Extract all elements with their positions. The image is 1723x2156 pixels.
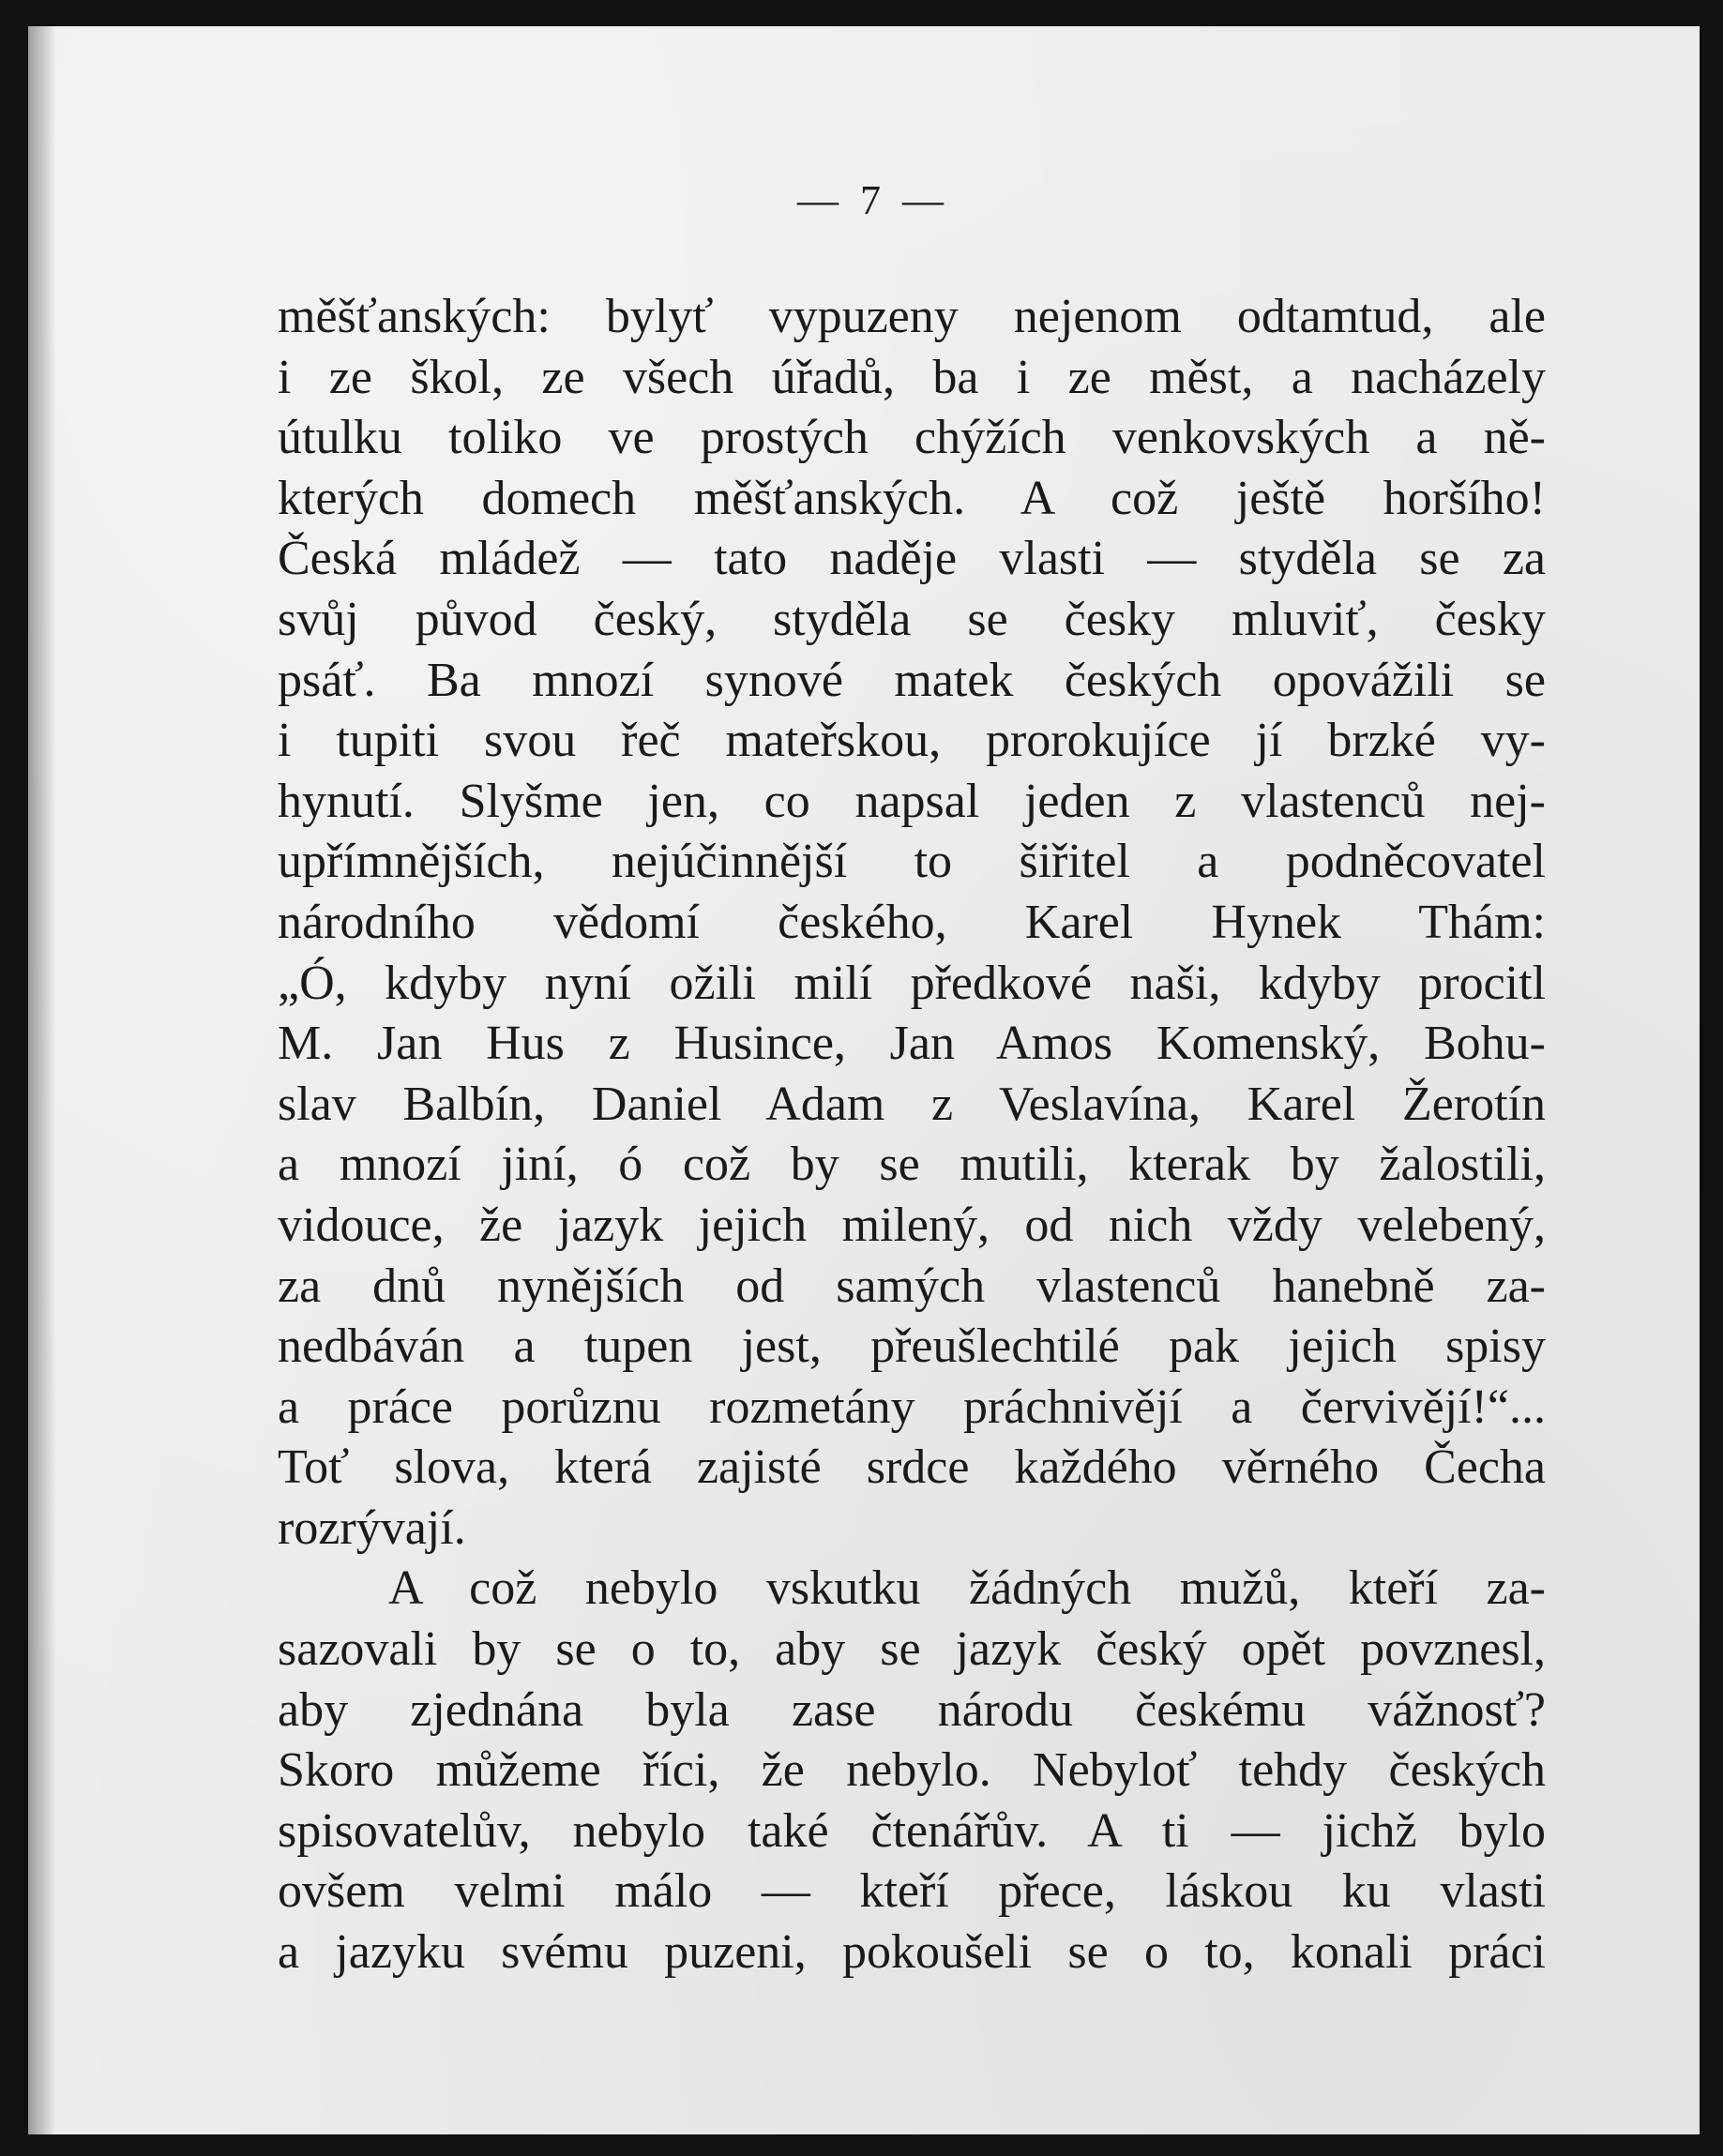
- page-number: — 7 —: [797, 177, 949, 223]
- body-text: [278, 287, 1546, 1983]
- text-line: upřímnějších, nejúčinnější to šiřitel a podněcovatel: [278, 835, 1546, 889]
- text-line: „Ó, kdyby nyní ožili milí předkové naši, kdyby procitl: [278, 956, 1546, 1010]
- text-line: sazovali by se o to, aby se jazyk český opět povznesl,: [278, 1622, 1546, 1677]
- text-line: i ze škol, ze všech úřadů, ba i ze měst, a nacházely: [278, 350, 1546, 404]
- text-line: Skoro můžeme říci, že nebylo. Nebyloť tehdy českých: [278, 1743, 1546, 1798]
- text-line: ovšem velmi málo — kteří přece, láskou ku vlasti: [278, 1864, 1546, 1919]
- text-line: aby zjednána byla zase národu českému vážnosť?: [278, 1682, 1546, 1737]
- text-line: Česká mládež — tato naděje vlasti — styděla se za: [278, 532, 1546, 586]
- book-page: [28, 26, 1700, 2134]
- text-line: hynutí. Slyšme jen, co napsal jeden z vlastenců nej-: [278, 774, 1546, 828]
- text-line: vidouce, že jazyk jejich milený, od nich vždy velebený,: [278, 1198, 1546, 1252]
- text-line: psáť. Ba mnozí synové matek českých opovážili se: [278, 653, 1546, 707]
- text-line: měšťanských: bylyť vypuzeny nejenom odtamtud, ale: [278, 290, 1546, 343]
- text-line: nedbáván a tupen jest, přeušlechtilé pak jejich spisy: [278, 1319, 1546, 1374]
- text-line: národního vědomí českého, Karel Hynek Thám:: [278, 895, 1546, 949]
- text-line: Toť slova, která zajisté srdce každého věrného Čecha: [278, 1440, 1546, 1495]
- text-line: spisovatelův, nebylo také čtenářův. A ti — jichž bylo: [278, 1803, 1546, 1858]
- text-line: svůj původ český, styděla se česky mluviť, česky: [278, 592, 1546, 646]
- paragraph-2: [278, 1559, 1546, 1983]
- paragraph-1: [278, 287, 1546, 1559]
- text-line: za dnů nynějších od samých vlastenců hanebně za-: [278, 1259, 1546, 1313]
- text-line: a mnozí jiní, ó což by se mutili, kterak by žalostili,: [278, 1138, 1546, 1192]
- text-line: kterých domech měšťanských. A což ještě horšího!: [278, 471, 1546, 525]
- text-line: útulku toliko ve prostých chýžích venkovských a ně-: [278, 411, 1546, 465]
- text-line: M. Jan Hus z Husince, Jan Amos Komenský, Bohu-: [278, 1017, 1546, 1071]
- text-line: a jazyku svému puzeni, pokoušeli se o to, konali práci: [278, 1925, 1546, 1980]
- text-line: i tupiti svou řeč mateřskou, prorokujíce jí brzké vy-: [278, 714, 1546, 768]
- text-line: slav Balbín, Daniel Adam z Veslavína, Karel Žerotín: [278, 1077, 1546, 1131]
- text-line: a práce porůznu rozmetány práchnivějí a červivějí!“...: [278, 1380, 1546, 1434]
- text-line: rozrývají.: [278, 1500, 466, 1555]
- text-line: A což nebylo vskutku žádných mužů, kteří za-: [388, 1561, 1546, 1616]
